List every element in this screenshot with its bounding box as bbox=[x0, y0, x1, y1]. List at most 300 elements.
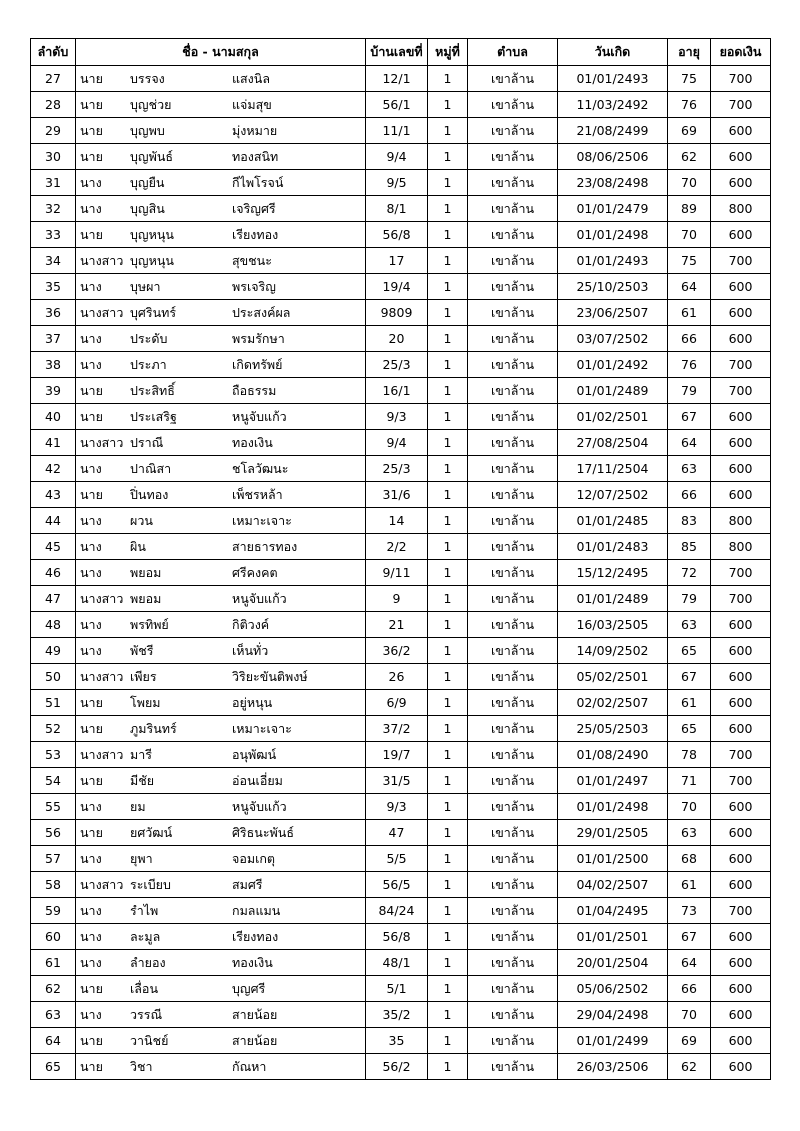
name-title: นางสาว bbox=[80, 252, 124, 268]
cell-birth: 15/12/2495 bbox=[558, 560, 668, 586]
cell-tambon: เขาล้าน bbox=[468, 92, 558, 118]
table-row bbox=[31, 118, 771, 144]
cell-no: 37 bbox=[31, 326, 76, 352]
cell-age: 79 bbox=[668, 378, 711, 404]
name-title: นาย bbox=[80, 122, 103, 138]
last-name: จอมเกตุ bbox=[232, 850, 276, 866]
cell-moo: 1 bbox=[428, 352, 468, 378]
first-name: พัชรี bbox=[130, 642, 154, 658]
cell-house: 19/7 bbox=[366, 742, 428, 768]
name-title: นาย bbox=[80, 486, 103, 502]
cell-no: 30 bbox=[31, 144, 76, 170]
cell-moo: 1 bbox=[428, 118, 468, 144]
cell-tambon: เขาล้าน bbox=[468, 716, 558, 742]
first-name: ยศวัฒน์ bbox=[130, 824, 173, 840]
cell-amount: 600 bbox=[711, 1054, 771, 1080]
cell-house: 12/1 bbox=[366, 66, 428, 92]
cell-no: 32 bbox=[31, 196, 76, 222]
cell-name bbox=[76, 170, 366, 196]
cell-no: 63 bbox=[31, 1002, 76, 1028]
name-title: นาย bbox=[80, 148, 103, 164]
cell-age: 62 bbox=[668, 144, 711, 170]
name-title: นาย bbox=[80, 408, 103, 424]
cell-tambon: เขาล้าน bbox=[468, 664, 558, 690]
cell-tambon: เขาล้าน bbox=[468, 170, 558, 196]
cell-tambon: เขาล้าน bbox=[468, 482, 558, 508]
cell-birth: 01/01/2483 bbox=[558, 534, 668, 560]
cell-tambon: เขาล้าน bbox=[468, 846, 558, 872]
cell-amount: 600 bbox=[711, 170, 771, 196]
first-name: บรรจง bbox=[130, 70, 165, 86]
cell-moo: 1 bbox=[428, 1002, 468, 1028]
cell-age: 75 bbox=[668, 248, 711, 274]
name-title: นาง bbox=[80, 460, 102, 476]
cell-amount: 700 bbox=[711, 92, 771, 118]
table-row bbox=[31, 326, 771, 352]
cell-age: 67 bbox=[668, 404, 711, 430]
header-moo: หมู่ที่ bbox=[428, 39, 468, 66]
cell-house: 5/1 bbox=[366, 976, 428, 1002]
cell-birth: 08/06/2506 bbox=[558, 144, 668, 170]
cell-moo: 1 bbox=[428, 664, 468, 690]
first-name: บุษผา bbox=[130, 278, 161, 294]
cell-birth: 23/06/2507 bbox=[558, 300, 668, 326]
name-title: นาง bbox=[80, 538, 102, 554]
cell-moo: 1 bbox=[428, 508, 468, 534]
cell-house: 20 bbox=[366, 326, 428, 352]
name-title: นาง bbox=[80, 200, 102, 216]
cell-no: 56 bbox=[31, 820, 76, 846]
table-row bbox=[31, 508, 771, 534]
cell-tambon: เขาล้าน bbox=[468, 794, 558, 820]
name-title: นางสาว bbox=[80, 590, 124, 606]
cell-tambon: เขาล้าน bbox=[468, 976, 558, 1002]
cell-birth: 01/01/2498 bbox=[558, 794, 668, 820]
cell-age: 83 bbox=[668, 508, 711, 534]
name-title: นางสาว bbox=[80, 876, 124, 892]
cell-amount: 800 bbox=[711, 508, 771, 534]
cell-name bbox=[76, 248, 366, 274]
cell-age: 76 bbox=[668, 92, 711, 118]
cell-no: 34 bbox=[31, 248, 76, 274]
cell-amount: 600 bbox=[711, 222, 771, 248]
cell-name bbox=[76, 976, 366, 1002]
last-name: สมศรี bbox=[232, 876, 263, 892]
cell-tambon: เขาล้าน bbox=[468, 1054, 558, 1080]
last-name: กัณหา bbox=[232, 1058, 267, 1074]
last-name: เรียงทอง bbox=[232, 928, 279, 944]
last-name: หนูจับแก้ว bbox=[232, 798, 287, 814]
last-name: เห็นทั่ว bbox=[232, 642, 269, 658]
cell-tambon: เขาล้าน bbox=[468, 300, 558, 326]
cell-age: 78 bbox=[668, 742, 711, 768]
table-row bbox=[31, 820, 771, 846]
cell-no: 36 bbox=[31, 300, 76, 326]
cell-name bbox=[76, 1028, 366, 1054]
first-name: ปราณี bbox=[130, 434, 164, 450]
last-name: พรมรักษา bbox=[232, 330, 285, 346]
cell-amount: 600 bbox=[711, 118, 771, 144]
name-title: นาง bbox=[80, 798, 102, 814]
last-name: หนูจับแก้ว bbox=[232, 408, 287, 424]
cell-no: 59 bbox=[31, 898, 76, 924]
cell-name bbox=[76, 1002, 366, 1028]
first-name: ระเบียบ bbox=[130, 876, 171, 892]
table-row bbox=[31, 274, 771, 300]
first-name: เพียร bbox=[130, 668, 157, 684]
last-name: ทองเงิน bbox=[232, 954, 273, 970]
cell-no: 42 bbox=[31, 456, 76, 482]
cell-age: 85 bbox=[668, 534, 711, 560]
name-title: นาย bbox=[80, 772, 103, 788]
cell-house: 9/11 bbox=[366, 560, 428, 586]
cell-birth: 05/02/2501 bbox=[558, 664, 668, 690]
first-name: พยอม bbox=[130, 564, 162, 580]
cell-amount: 700 bbox=[711, 586, 771, 612]
cell-no: 60 bbox=[31, 924, 76, 950]
cell-name bbox=[76, 508, 366, 534]
cell-amount: 600 bbox=[711, 430, 771, 456]
cell-amount: 600 bbox=[711, 300, 771, 326]
cell-moo: 1 bbox=[428, 846, 468, 872]
cell-age: 72 bbox=[668, 560, 711, 586]
cell-age: 63 bbox=[668, 612, 711, 638]
first-name: ยุพา bbox=[130, 850, 153, 866]
name-title: นาง bbox=[80, 174, 102, 190]
cell-name bbox=[76, 430, 366, 456]
cell-tambon: เขาล้าน bbox=[468, 508, 558, 534]
cell-birth: 01/02/2501 bbox=[558, 404, 668, 430]
cell-house: 56/5 bbox=[366, 872, 428, 898]
last-name: กมลแมน bbox=[232, 902, 281, 918]
cell-name bbox=[76, 196, 366, 222]
last-name: ชโลวัฒนะ bbox=[232, 460, 289, 476]
cell-no: 27 bbox=[31, 66, 76, 92]
last-name: เหมาะเจาะ bbox=[232, 720, 292, 736]
name-title: นาง bbox=[80, 642, 102, 658]
first-name: ลำยอง bbox=[130, 954, 166, 970]
cell-house: 37/2 bbox=[366, 716, 428, 742]
cell-no: 29 bbox=[31, 118, 76, 144]
cell-amount: 700 bbox=[711, 768, 771, 794]
cell-no: 52 bbox=[31, 716, 76, 742]
last-name: กิติวงค์ bbox=[232, 616, 270, 632]
table-row bbox=[31, 1054, 771, 1080]
cell-name bbox=[76, 560, 366, 586]
table-row bbox=[31, 690, 771, 716]
cell-birth: 23/08/2498 bbox=[558, 170, 668, 196]
cell-tambon: เขาล้าน bbox=[468, 222, 558, 248]
cell-name bbox=[76, 118, 366, 144]
cell-name bbox=[76, 742, 366, 768]
cell-no: 55 bbox=[31, 794, 76, 820]
cell-no: 64 bbox=[31, 1028, 76, 1054]
cell-moo: 1 bbox=[428, 66, 468, 92]
cell-no: 44 bbox=[31, 508, 76, 534]
first-name: รำไพ bbox=[130, 902, 159, 918]
cell-birth: 05/06/2502 bbox=[558, 976, 668, 1002]
cell-age: 64 bbox=[668, 950, 711, 976]
cell-no: 61 bbox=[31, 950, 76, 976]
cell-amount: 700 bbox=[711, 560, 771, 586]
cell-moo: 1 bbox=[428, 898, 468, 924]
cell-age: 61 bbox=[668, 690, 711, 716]
cell-tambon: เขาล้าน bbox=[468, 118, 558, 144]
cell-no: 54 bbox=[31, 768, 76, 794]
table-row bbox=[31, 976, 771, 1002]
cell-moo: 1 bbox=[428, 586, 468, 612]
name-title: นางสาว bbox=[80, 746, 124, 762]
cell-birth: 01/01/2493 bbox=[558, 66, 668, 92]
table-row bbox=[31, 92, 771, 118]
cell-birth: 14/09/2502 bbox=[558, 638, 668, 664]
cell-house: 9 bbox=[366, 586, 428, 612]
cell-age: 63 bbox=[668, 820, 711, 846]
cell-age: 73 bbox=[668, 898, 711, 924]
cell-house: 9/3 bbox=[366, 404, 428, 430]
first-name: ผวน bbox=[130, 512, 153, 528]
name-title: นาง bbox=[80, 512, 102, 528]
last-name: เจริญศรี bbox=[232, 200, 276, 216]
cell-no: 33 bbox=[31, 222, 76, 248]
cell-amount: 600 bbox=[711, 820, 771, 846]
cell-age: 70 bbox=[668, 794, 711, 820]
cell-moo: 1 bbox=[428, 794, 468, 820]
cell-no: 31 bbox=[31, 170, 76, 196]
first-name: บุญพันธ์ bbox=[130, 148, 173, 164]
name-title: นาง bbox=[80, 1006, 102, 1022]
cell-name bbox=[76, 794, 366, 820]
cell-no: 35 bbox=[31, 274, 76, 300]
last-name: หนูจับแก้ว bbox=[232, 590, 287, 606]
cell-amount: 600 bbox=[711, 274, 771, 300]
table-row bbox=[31, 170, 771, 196]
cell-tambon: เขาล้าน bbox=[468, 560, 558, 586]
cell-birth: 03/07/2502 bbox=[558, 326, 668, 352]
table-row bbox=[31, 1002, 771, 1028]
cell-tambon: เขาล้าน bbox=[468, 404, 558, 430]
first-name: ประดับ bbox=[130, 330, 168, 346]
cell-name bbox=[76, 586, 366, 612]
cell-tambon: เขาล้าน bbox=[468, 612, 558, 638]
cell-name bbox=[76, 534, 366, 560]
cell-house: 5/5 bbox=[366, 846, 428, 872]
table-row bbox=[31, 664, 771, 690]
last-name: เหมาะเจาะ bbox=[232, 512, 292, 528]
cell-birth: 21/08/2499 bbox=[558, 118, 668, 144]
cell-house: 19/4 bbox=[366, 274, 428, 300]
table-body bbox=[31, 66, 771, 1080]
cell-amount: 800 bbox=[711, 534, 771, 560]
cell-tambon: เขาล้าน bbox=[468, 248, 558, 274]
cell-no: 58 bbox=[31, 872, 76, 898]
table-row bbox=[31, 430, 771, 456]
name-title: นาย bbox=[80, 226, 103, 242]
cell-house: 47 bbox=[366, 820, 428, 846]
cell-birth: 16/03/2505 bbox=[558, 612, 668, 638]
last-name: มุ่งหมาย bbox=[232, 122, 278, 138]
cell-house: 26 bbox=[366, 664, 428, 690]
cell-age: 89 bbox=[668, 196, 711, 222]
cell-house: 14 bbox=[366, 508, 428, 534]
cell-tambon: เขาล้าน bbox=[468, 196, 558, 222]
cell-name bbox=[76, 222, 366, 248]
last-name: แจ่มสุข bbox=[232, 96, 272, 112]
first-name: พรทิพย์ bbox=[130, 616, 169, 632]
cell-name bbox=[76, 716, 366, 742]
cell-age: 65 bbox=[668, 716, 711, 742]
last-name: สายน้อย bbox=[232, 1006, 278, 1022]
cell-birth: 01/01/2501 bbox=[558, 924, 668, 950]
table-row bbox=[31, 300, 771, 326]
name-title: นาย bbox=[80, 70, 103, 86]
table-row bbox=[31, 456, 771, 482]
cell-moo: 1 bbox=[428, 742, 468, 768]
cell-amount: 600 bbox=[711, 1002, 771, 1028]
table-row bbox=[31, 872, 771, 898]
cell-age: 67 bbox=[668, 664, 711, 690]
cell-age: 76 bbox=[668, 352, 711, 378]
first-name: ประสิทธิ์ bbox=[130, 382, 175, 398]
table-row bbox=[31, 352, 771, 378]
cell-tambon: เขาล้าน bbox=[468, 352, 558, 378]
cell-name bbox=[76, 612, 366, 638]
cell-birth: 01/01/2493 bbox=[558, 248, 668, 274]
cell-amount: 700 bbox=[711, 742, 771, 768]
last-name: ทองสนิท bbox=[232, 148, 279, 164]
last-name: เพ็ชรหล้า bbox=[232, 486, 283, 502]
cell-moo: 1 bbox=[428, 820, 468, 846]
cell-house: 16/1 bbox=[366, 378, 428, 404]
cell-house: 9/5 bbox=[366, 170, 428, 196]
cell-age: 70 bbox=[668, 170, 711, 196]
cell-no: 39 bbox=[31, 378, 76, 404]
cell-house: 9/4 bbox=[366, 144, 428, 170]
cell-moo: 1 bbox=[428, 612, 468, 638]
cell-moo: 1 bbox=[428, 170, 468, 196]
table-row bbox=[31, 222, 771, 248]
cell-house: 56/8 bbox=[366, 924, 428, 950]
last-name: แสงนิล bbox=[232, 70, 270, 86]
cell-name bbox=[76, 690, 366, 716]
table-row bbox=[31, 612, 771, 638]
cell-amount: 600 bbox=[711, 716, 771, 742]
cell-house: 25/3 bbox=[366, 456, 428, 482]
table-header-row bbox=[31, 39, 771, 66]
cell-amount: 700 bbox=[711, 248, 771, 274]
header-tambon: ตำบล bbox=[468, 39, 558, 66]
cell-age: 71 bbox=[668, 768, 711, 794]
last-name: อยู่หนุน bbox=[232, 694, 273, 710]
cell-tambon: เขาล้าน bbox=[468, 950, 558, 976]
cell-name bbox=[76, 872, 366, 898]
first-name: ละมูล bbox=[130, 928, 161, 944]
cell-house: 9/3 bbox=[366, 794, 428, 820]
last-name: เกิดทรัพย์ bbox=[232, 356, 283, 372]
cell-age: 64 bbox=[668, 274, 711, 300]
last-name: อ่อนเอี่ยม bbox=[232, 772, 283, 788]
cell-amount: 700 bbox=[711, 378, 771, 404]
cell-amount: 800 bbox=[711, 196, 771, 222]
last-name: สายน้อย bbox=[232, 1032, 278, 1048]
last-name: ศรีคงคต bbox=[232, 564, 278, 580]
cell-amount: 600 bbox=[711, 846, 771, 872]
table-row bbox=[31, 742, 771, 768]
cell-no: 46 bbox=[31, 560, 76, 586]
name-title: นาง bbox=[80, 954, 102, 970]
cell-amount: 600 bbox=[711, 404, 771, 430]
cell-amount: 600 bbox=[711, 690, 771, 716]
cell-house: 35/2 bbox=[366, 1002, 428, 1028]
name-title: นาง bbox=[80, 278, 102, 294]
cell-house: 35 bbox=[366, 1028, 428, 1054]
cell-moo: 1 bbox=[428, 872, 468, 898]
first-name: มีชัย bbox=[130, 772, 155, 788]
cell-birth: 12/07/2502 bbox=[558, 482, 668, 508]
table-row bbox=[31, 144, 771, 170]
name-title: นาง bbox=[80, 356, 102, 372]
first-name: บุศรินทร์ bbox=[130, 304, 177, 320]
cell-age: 66 bbox=[668, 326, 711, 352]
cell-no: 28 bbox=[31, 92, 76, 118]
cell-house: 25/3 bbox=[366, 352, 428, 378]
cell-moo: 1 bbox=[428, 92, 468, 118]
cell-moo: 1 bbox=[428, 1054, 468, 1080]
first-name: บุญสิน bbox=[130, 200, 165, 216]
cell-name bbox=[76, 950, 366, 976]
cell-no: 48 bbox=[31, 612, 76, 638]
cell-age: 62 bbox=[668, 1054, 711, 1080]
cell-birth: 29/01/2505 bbox=[558, 820, 668, 846]
cell-amount: 600 bbox=[711, 794, 771, 820]
cell-no: 57 bbox=[31, 846, 76, 872]
table-row bbox=[31, 768, 771, 794]
table-row bbox=[31, 716, 771, 742]
cell-birth: 04/02/2507 bbox=[558, 872, 668, 898]
cell-moo: 1 bbox=[428, 378, 468, 404]
table-row bbox=[31, 66, 771, 92]
table-row bbox=[31, 950, 771, 976]
cell-amount: 600 bbox=[711, 1028, 771, 1054]
last-name: พรเจริญ bbox=[232, 278, 276, 294]
cell-moo: 1 bbox=[428, 326, 468, 352]
name-title: นาย bbox=[80, 694, 103, 710]
cell-birth: 27/08/2504 bbox=[558, 430, 668, 456]
cell-birth: 17/11/2504 bbox=[558, 456, 668, 482]
cell-tambon: เขาล้าน bbox=[468, 638, 558, 664]
cell-moo: 1 bbox=[428, 456, 468, 482]
cell-amount: 700 bbox=[711, 66, 771, 92]
cell-moo: 1 bbox=[428, 482, 468, 508]
name-title: นาง bbox=[80, 616, 102, 632]
first-name: ประภา bbox=[130, 356, 167, 372]
header-age: อายุ bbox=[668, 39, 711, 66]
cell-birth: 01/01/2492 bbox=[558, 352, 668, 378]
table-row bbox=[31, 586, 771, 612]
cell-moo: 1 bbox=[428, 534, 468, 560]
cell-name bbox=[76, 274, 366, 300]
header-name: ชื่อ - นามสกุล bbox=[76, 39, 366, 66]
name-title: นาย bbox=[80, 720, 103, 736]
cell-amount: 600 bbox=[711, 950, 771, 976]
name-title: นาย bbox=[80, 824, 103, 840]
name-title: นาย bbox=[80, 1058, 103, 1074]
cell-name bbox=[76, 820, 366, 846]
cell-amount: 700 bbox=[711, 352, 771, 378]
cell-tambon: เขาล้าน bbox=[468, 378, 558, 404]
name-title: นาง bbox=[80, 902, 102, 918]
cell-amount: 600 bbox=[711, 638, 771, 664]
